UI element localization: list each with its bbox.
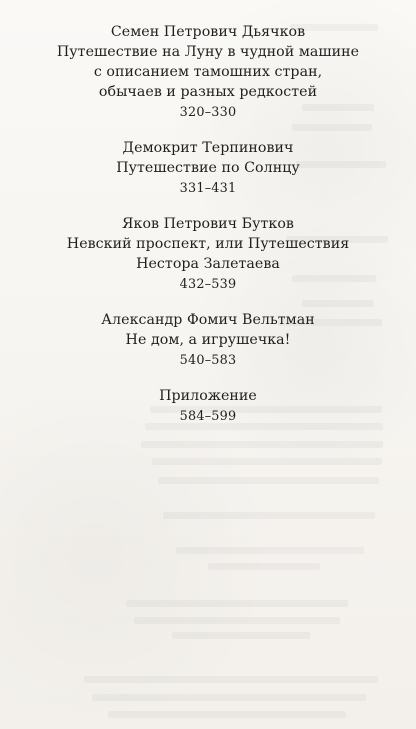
entry-pages: 584–599 [179,409,237,424]
entry-title-line: Приложение [159,388,257,404]
entry-title-line: Путешествие на Луну в чудной машине [56,44,360,60]
contents-entry [0,22,416,122]
entry-title-line: Невский проспект, или Путешествия [66,236,350,252]
entry-title-line: обычаев и разных редкостей [98,84,318,100]
entry-author: Александр Фомич Вельтман [101,312,315,328]
entry-title-line: с описанием тамошних стран, [93,64,323,80]
entry-author: Яков Петрович Бутков [122,216,294,232]
entry-title-line: Нестора Залетаева [136,256,280,272]
entry-pages: 320–330 [179,105,237,120]
contents-list [0,22,416,426]
entry-title-line: Путешествие по Солнцу [116,160,300,176]
contents-entry [0,310,416,370]
entry-pages: 331–431 [179,181,237,196]
contents-entry [0,138,416,198]
entry-title-line: Не дом, а игрушечка! [125,332,291,348]
entry-author: Семен Петрович Дьячков [110,24,306,40]
entry-pages: 540–583 [179,353,237,368]
entry-pages: 432–539 [179,277,237,292]
contents-entry [0,214,416,294]
contents-entry [0,386,416,426]
entry-author: Демокрит Терпинович [122,140,294,156]
